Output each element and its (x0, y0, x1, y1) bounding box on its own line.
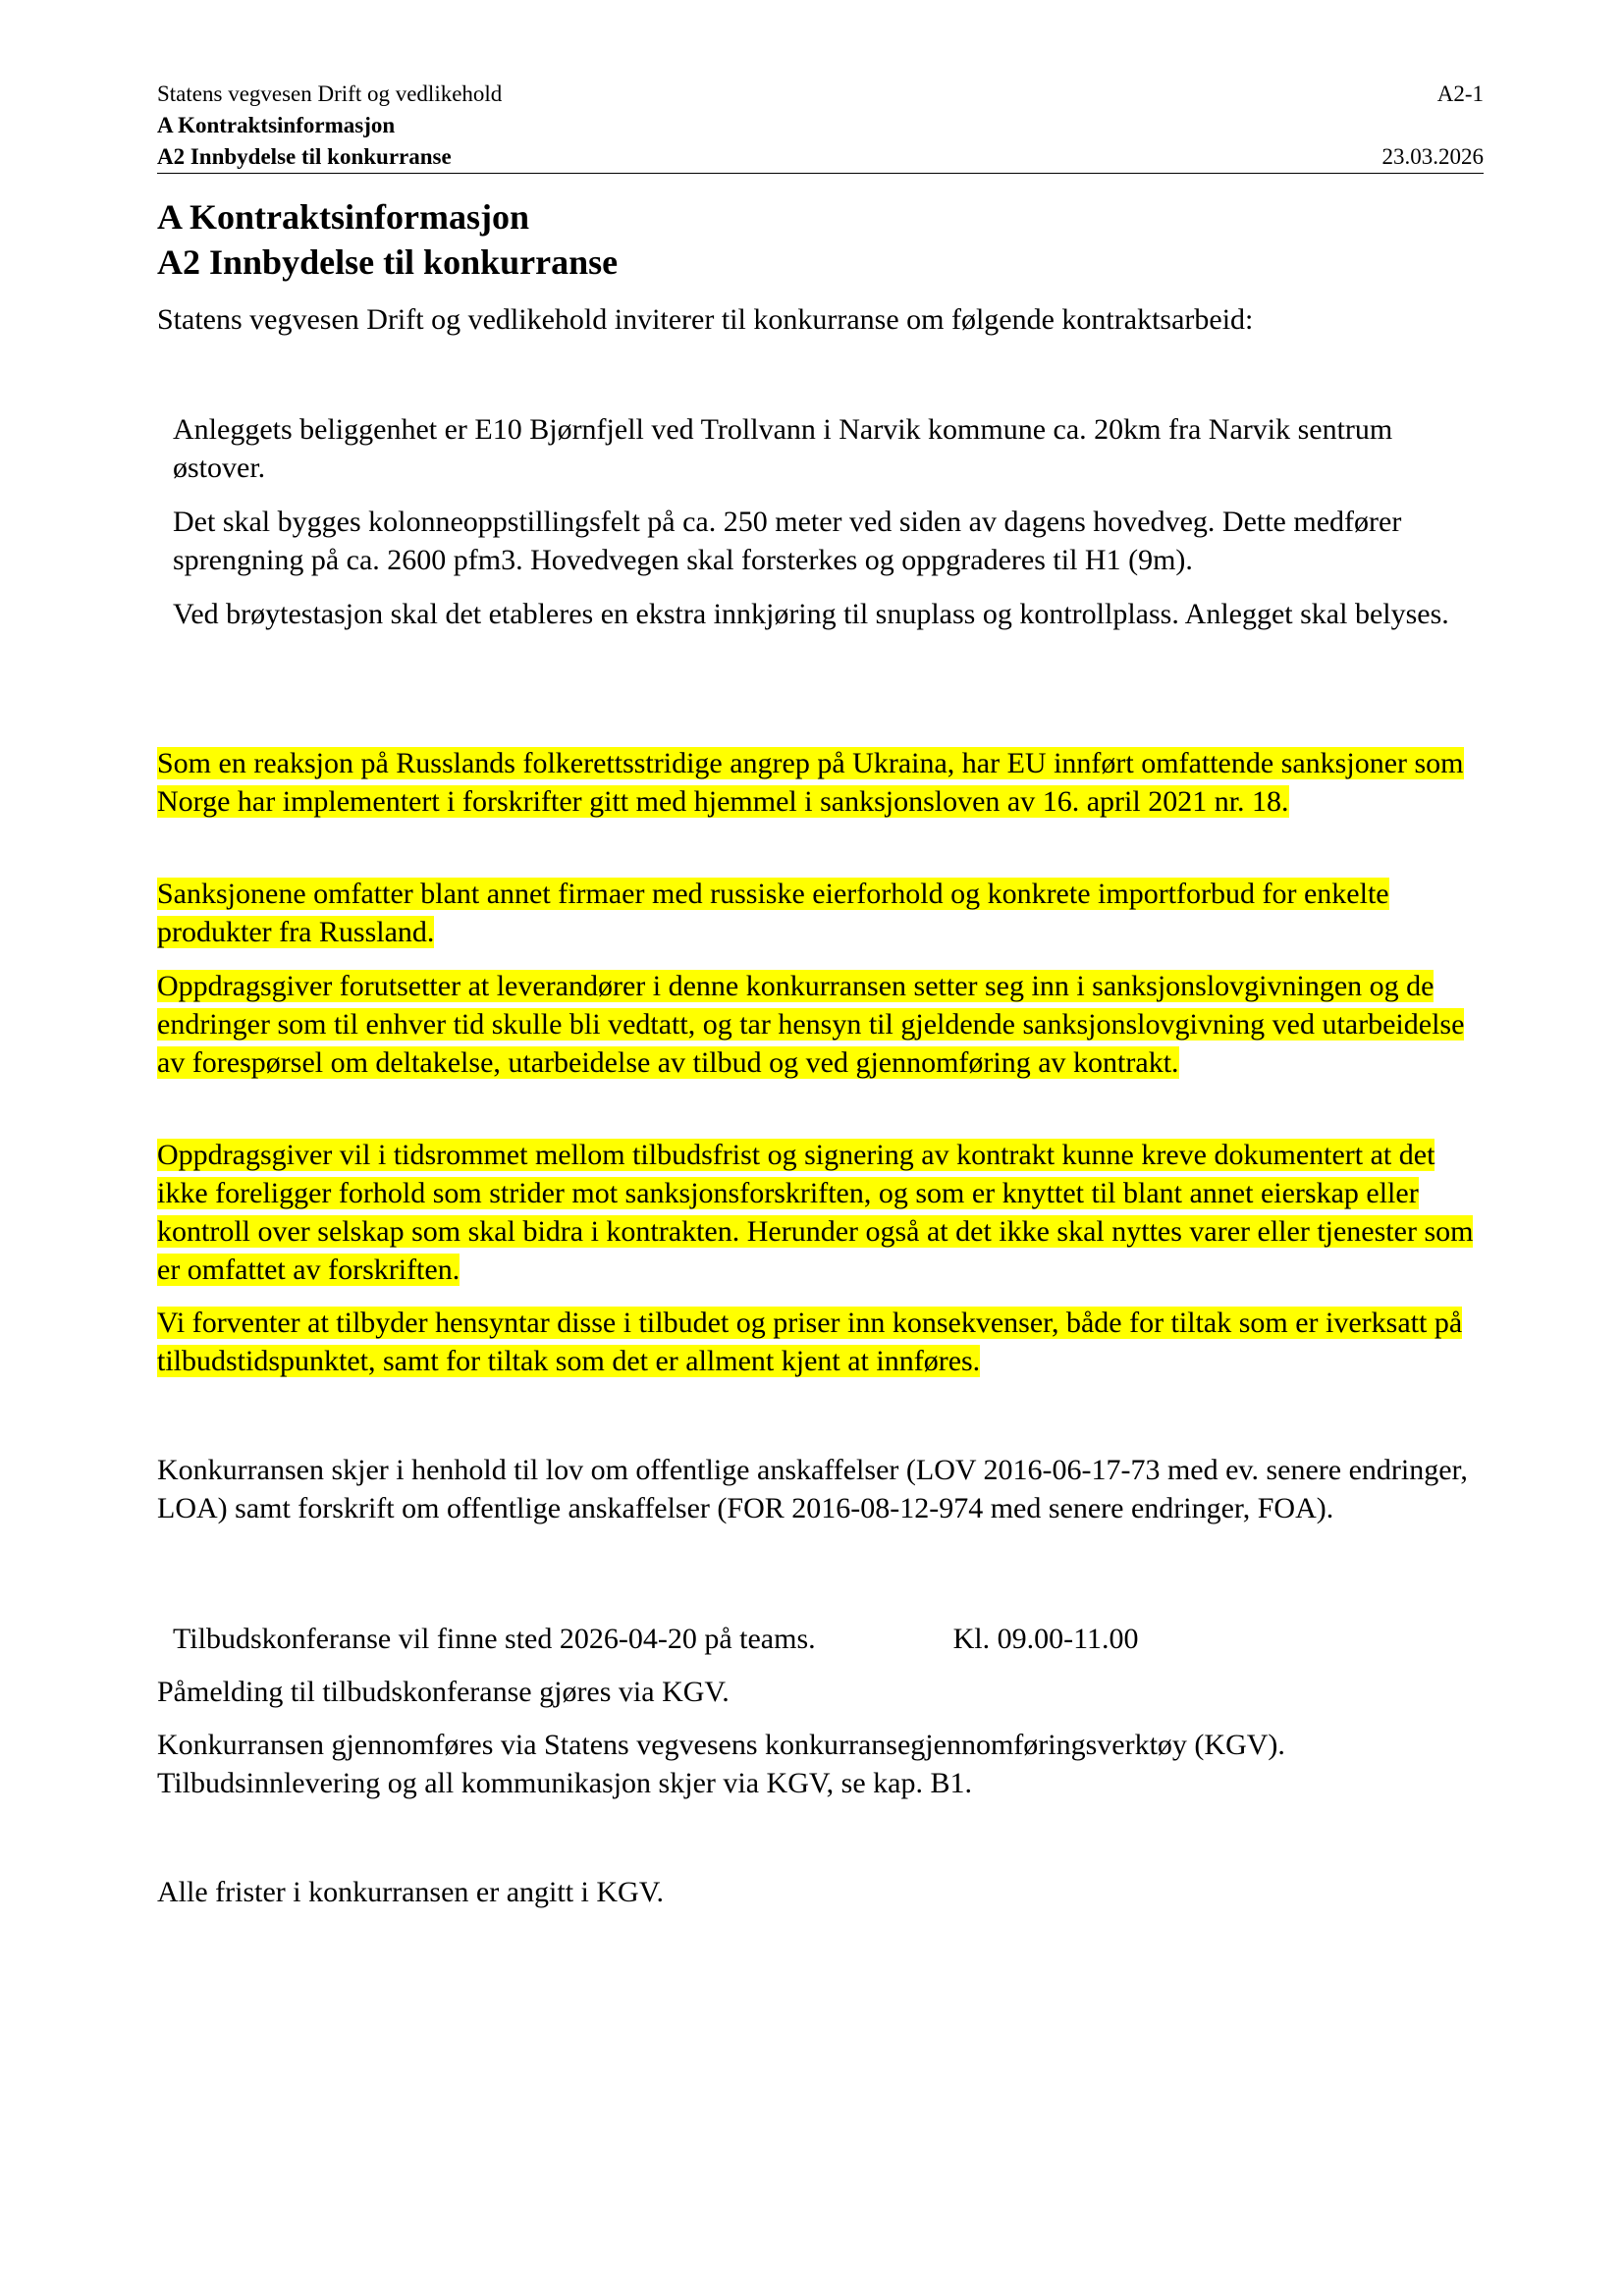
highlighted-text: Som en reaksjon på Russlands folkerettsstridige angrep på Ukraina, har EU innført omfattende sanksjoner som Norge har implementert i forskrifter gitt med hjemmel i sanksjonsloven av 16. april 2021 nr. 18. (157, 747, 1464, 818)
highlighted-text: Oppdragsgiver vil i tidsrommet mellom tilbudsfrist og signering av kontrakt kunne kreve dokumentert at det ikke foreligger forhold som strider mot sanksjonsforskriften, og som er knyttet til blant annet eierskap eller kontroll over selskap som skal bidra i kontrakten. Herunder også at det ikke skal nyttes varer eller tjenester som er omfattet av forskriften. (157, 1139, 1474, 1286)
conference-time: Kl. 09.00-11.00 (952, 1623, 1139, 1655)
sanctions-paragraph (157, 875, 1484, 951)
conference-text: Tilbudskonferanse vil finne sted 2026-04-20 på teams. (173, 1623, 816, 1655)
kgv-paragraph: Konkurransen gjennomføres via Statens vegvesens konkurransegjennomføringsverktøy (KGV). Tilbudsinnlevering og all kommunikasjon skjer via KGV, se kap. B1. (157, 1729, 1285, 1799)
page-subtitle: A2 Innbydelse til konkurranse (157, 242, 619, 282)
description-paragraph: Ved brøytestasjon skal det etableres en ekstra innkjøring til snuplass og kontrollplass. Anlegget skal belyses. (173, 598, 1449, 630)
page-title: A Kontraktsinformasjon (157, 197, 530, 237)
header-subsection: A2 Innbydelse til konkurranse (157, 144, 452, 169)
sanctions-paragraph (157, 967, 1484, 1082)
header-org: Statens vegvesen Drift og vedlikehold (157, 81, 503, 106)
conference-line (173, 1620, 1484, 1658)
header-page-ref: A2-1 (1436, 81, 1484, 106)
header-row-2 (157, 110, 1484, 141)
header-row-3 (157, 141, 1484, 173)
highlighted-text: Sanksjonene omfatter blant annet firmaer med russiske eierforhold og konkrete importforbud for enkelte produkter fra Russland. (157, 878, 1389, 948)
sanctions-paragraph (157, 1304, 1484, 1380)
sanctions-paragraph (157, 744, 1484, 821)
description-paragraph: Det skal bygges kolonneoppstillingsfelt på ca. 250 meter ved siden av dagens hovedveg. Dette medfører sprengning på ca. 2600 pfm3. Hovedvegen skal forsterkes og oppgraderes til H1 (9m). (173, 506, 1402, 576)
intro-paragraph: Statens vegvesen Drift og vedlikehold inviterer til konkurranse om følgende kontraktsarbeid: (157, 303, 1254, 336)
highlighted-text: Vi forventer at tilbyder hensyntar disse i tilbudet og priser inn konsekvenser, både for tiltak som er iverksatt på tilbudstidspunktet, samt for tiltak som det er allment kjent at innføres. (157, 1307, 1463, 1377)
header-date: 23.03.2026 (1381, 144, 1484, 169)
deadlines-paragraph: Alle frister i konkurransen er angitt i KGV. (157, 1876, 664, 1908)
header-row-1 (157, 79, 1484, 110)
header-divider (157, 173, 1484, 174)
description-paragraph: Anleggets beliggenhet er E10 Bjørnfjell ved Trollvann i Narvik kommune ca. 20km fra Narvik sentrum østover. (173, 413, 1393, 484)
sanctions-paragraph (157, 1136, 1484, 1289)
header-section: A Kontraktsinformasjon (157, 113, 396, 137)
highlighted-text: Oppdragsgiver forutsetter at leverandører i denne konkurransen setter seg inn i sanksjonslovgivningen og de endringer som til enhver tid skulle bli vedtatt, og tar hensyn til gjeldende sanksjonslovgivning ved utarbeidelse av forespørsel om deltakelse, utarbeidelse av tilbud og ved gjennomføring av kontrakt. (157, 970, 1465, 1079)
registration-paragraph: Påmelding til tilbudskonferanse gjøres via KGV. (157, 1676, 730, 1708)
legal-paragraph: Konkurransen skjer i henhold til lov om offentlige anskaffelser (LOV 2016-06-17-73 med ev. senere endringer, LOA) samt forskrift om offentlige anskaffelser (FOR 2016-08-12-974 med senere endringer, FOA). (157, 1454, 1468, 1524)
